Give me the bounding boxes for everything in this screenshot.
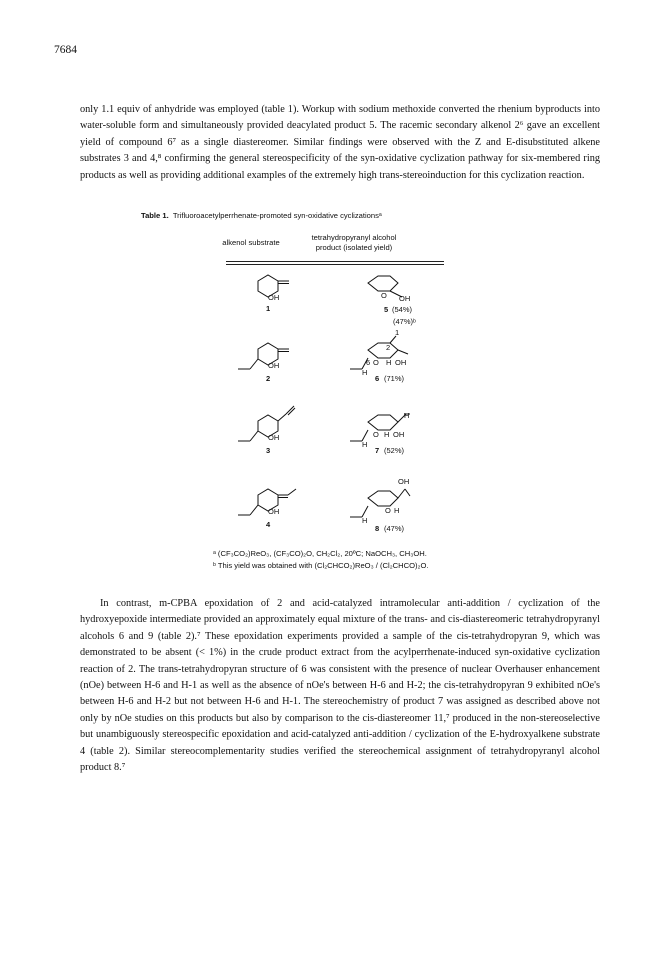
atom-label-oh: OH — [268, 361, 280, 370]
atom-label-oh: OH — [268, 507, 280, 516]
atom-label-o: O — [381, 291, 387, 300]
product-yield-5: (54%) — [392, 305, 413, 314]
substrate-number-2: 2 — [266, 374, 271, 383]
atom-label-h: H — [362, 440, 368, 449]
product-number-5: 5 — [384, 305, 389, 314]
column-header-product-line2: product (isolated yield) — [315, 242, 393, 252]
atom-label-1: 1 — [395, 328, 400, 337]
product-number-7: 7 — [375, 446, 380, 455]
substrate-structure-3 — [238, 406, 295, 455]
atom-label-2: 2 — [386, 343, 391, 352]
page-number: 7684 — [54, 44, 77, 56]
product-number-8: 8 — [375, 524, 380, 533]
atom-label-h: H — [404, 411, 410, 420]
atom-label-oh: OH — [399, 294, 411, 303]
table-footnote-b: ᵇ This yield was obtained with (Cl₂CHCO₂)ReO₃ / (Cl₂CHCO)₂O. — [213, 561, 429, 570]
product-structure-7 — [350, 411, 410, 455]
table-label: Table 1. — [141, 211, 169, 220]
product-yield-6: (71%) — [384, 374, 405, 383]
product-structure-5 — [368, 276, 416, 326]
substrate-number-3: 3 — [266, 446, 271, 455]
column-header-substrate: alkenol substrate — [222, 238, 280, 247]
atom-label-6: 6 — [366, 358, 371, 367]
atom-label-h: H — [386, 358, 392, 367]
atom-label-o: O — [385, 506, 391, 515]
atom-label-oh: OH — [395, 358, 407, 367]
body-paragraph-2: In contrast, m-CPBA epoxidation of 2 and acid-catalyzed intramolecular anti-addition / cyclization of the hydroxyepoxide intermediate provided an approximately equal mixture of the trans- and cis-diastereomeric tetrahydropyranyl alcohols 6 and 9 (table 2).⁷ These epoxidation experiments provided a sample of the cis-tetrahydropyran 9, which was demonstrated to be absent (< 1%) in the crude product extract from the acylperrhenate-induced syn-oxidative cyclization reaction of 2. The trans-tetrahydropyran structure of 6 was consistent with the presence of nuclear Overhauser enhancement (nOe) between H-6 and H-1 as well as the absence of nOe's between H-6 and H-2; the cis-tetrahydropyran 9 exhibited nOe's between H-6 and H-2 but not between H-6 and H-1. The stereochemistry of product 7 was assigned as described above not only by nOe studies on this products but also by comparison to the cis-diastereomer 11,⁷ produced in the non-stereoselective but unambiguously stereospecific epoxidation and acid-catalyzed anti-addition / cyclization of the E-hydroxyalkene substrate 4 (table 2). Similar stereocomplementarity studies verified the stereochemical assignment of tetrahydropyranyl alcohol product 8.⁷ — [80, 598, 600, 774]
atom-label-oh: OH — [268, 433, 280, 442]
substrate-number-4: 4 — [266, 520, 271, 529]
substrate-structure-4 — [238, 489, 296, 529]
table-footnote-a: ᵃ (CF₃CO₂)ReO₃, (CF₃CO)₂O, CH₂Cl₂, 20ºC; NaOCH₃, CH₃OH. — [213, 549, 427, 558]
atom-label-o: O — [373, 430, 379, 439]
atom-label-oh: OH — [268, 293, 280, 302]
atom-label-h: H — [362, 368, 368, 377]
atom-label-h: H — [384, 430, 390, 439]
substrate-structure-2 — [238, 343, 289, 383]
product-number-6: 6 — [375, 374, 380, 383]
product-structure-8 — [350, 477, 410, 533]
body-paragraph-1: only 1.1 equiv of anhydride was employed (table 1). Workup with sodium methoxide converted the rhenium byproducts into water-soluble form and simultaneously provided deacylated product 5. The racemic secondary alkenol 2⁶ gave an excellent yield of compound 6⁷ as a single diastereomer. Similar findings were observed with the Z and E-disubstituted alkene substrates 3 and 4,⁸ confirming the general stereospecificity of the syn-oxidative cyclization pathway for six-membered ring products as well as providing additional examples of the extremely high trans-stereoinduction for this cyclization reaction. — [80, 104, 600, 181]
atom-label-oh: OH — [393, 430, 405, 439]
product-yield-5-alt: (47%)ᵇ — [393, 317, 416, 326]
atom-label-oh: OH — [398, 477, 410, 486]
product-structure-6 — [350, 328, 408, 383]
product-yield-8: (47%) — [384, 524, 405, 533]
atom-label-h: H — [362, 516, 368, 525]
atom-label-o: O — [373, 358, 379, 367]
table-title: Trifluoroacetylperrhenate-promoted syn-oxidative cyclizationsᵃ — [172, 211, 382, 220]
column-header-product-line1: tetrahydropyranyl alcohol — [311, 233, 397, 242]
atom-label-h: H — [394, 506, 400, 515]
product-yield-7: (52%) — [384, 446, 405, 455]
substrate-structure-1 — [258, 275, 289, 313]
substrate-number-1: 1 — [266, 304, 271, 313]
